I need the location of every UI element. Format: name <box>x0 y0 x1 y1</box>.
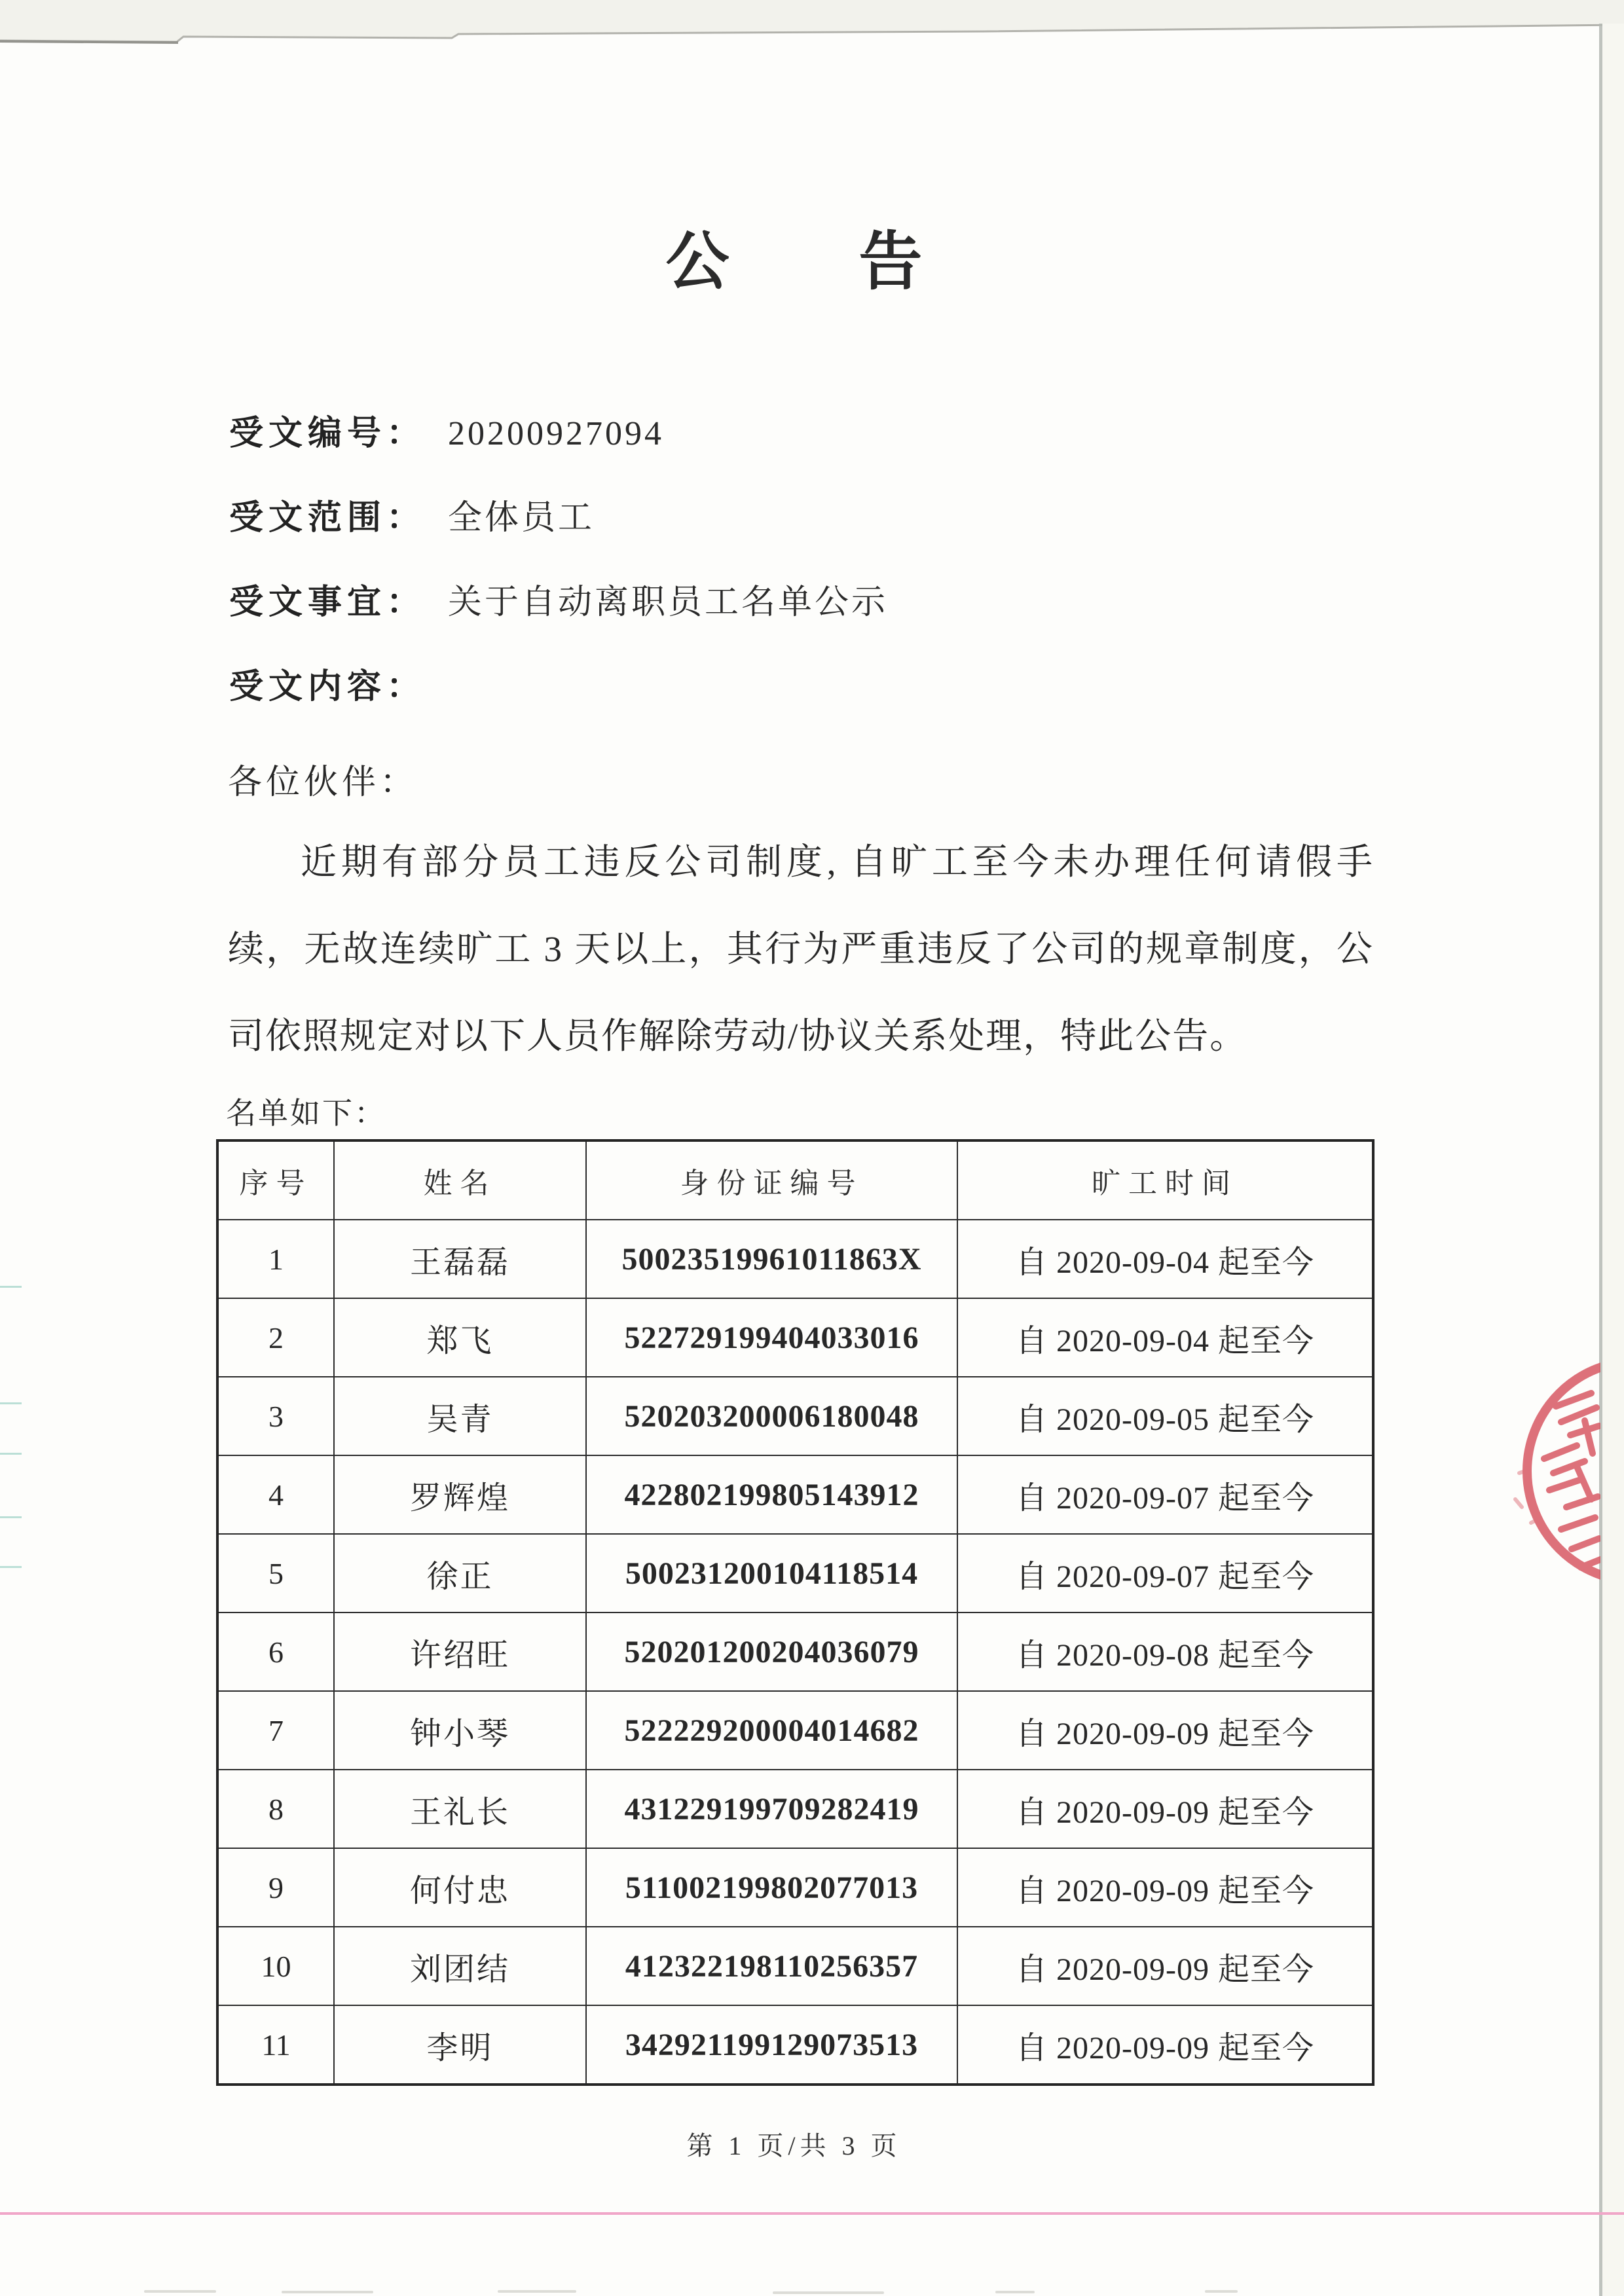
header-id-number: 身份证编号 <box>586 1140 957 1220</box>
table-row <box>217 1455 1373 1534</box>
cell-index: 1 <box>217 1220 334 1298</box>
table-row <box>217 2005 1373 2085</box>
document-field <box>229 498 1382 583</box>
scanner-pink-line <box>0 2212 1624 2215</box>
cell-absence-period: 自 2020-09-04 起至今 <box>957 1220 1373 1298</box>
ruled-line <box>0 1402 22 1404</box>
cell-id-number: 520203200006180048 <box>586 1377 957 1455</box>
cell-name: 李明 <box>334 2005 586 2085</box>
cell-id-number: 522229200004014682 <box>586 1691 957 1770</box>
paragraph-line: 近期有部分员工违反公司制度, 自旷工至今未办理任何请假手 <box>301 842 1374 882</box>
cell-index: 5 <box>217 1534 334 1613</box>
table-row <box>217 1377 1373 1455</box>
ruled-line <box>0 1566 22 1568</box>
cell-id-number: 50023519961011863X <box>586 1220 957 1298</box>
cell-absence-period: 自 2020-09-05 起至今 <box>957 1377 1373 1455</box>
field-list <box>229 414 1382 752</box>
field-value: 全体员工 <box>448 500 595 537</box>
header-absence-period: 旷工时间 <box>957 1140 1373 1220</box>
cell-name: 吴青 <box>334 1377 586 1455</box>
cell-name: 刘团结 <box>334 1927 586 2005</box>
cell-name: 罗辉煌 <box>334 1455 586 1534</box>
field-label: 受文事宜： <box>229 584 426 621</box>
table-row <box>217 1927 1373 2005</box>
document-title: 公 告 <box>665 227 955 297</box>
cell-id-number: 431229199709282419 <box>586 1770 957 1848</box>
cell-name: 钟小琴 <box>334 1691 586 1770</box>
cell-absence-period: 自 2020-09-09 起至今 <box>957 1770 1373 1848</box>
field-value: 20200927094 <box>448 415 665 452</box>
cell-index: 6 <box>217 1613 334 1691</box>
cell-absence-period: 自 2020-09-09 起至今 <box>957 1691 1373 1770</box>
ruled-line <box>0 1516 22 1518</box>
ruled-line <box>0 1453 22 1455</box>
cell-absence-period: 自 2020-09-08 起至今 <box>957 1613 1373 1691</box>
cell-id-number: 342921199129073513 <box>586 2005 957 2085</box>
cell-name: 王磊磊 <box>334 1220 586 1298</box>
scan-smudge <box>498 2290 576 2293</box>
cell-absence-period: 自 2020-09-09 起至今 <box>957 2005 1373 2085</box>
cell-absence-period: 自 2020-09-04 起至今 <box>957 1298 1373 1377</box>
table-row <box>217 1613 1373 1691</box>
background-sheet-strip <box>1602 24 1624 2296</box>
cell-id-number: 520201200204036079 <box>586 1613 957 1691</box>
cell-name: 徐正 <box>334 1534 586 1613</box>
table-row <box>217 1298 1373 1377</box>
cell-index: 9 <box>217 1848 334 1927</box>
field-value: 关于自动离职员工名单公示 <box>448 584 889 621</box>
cell-id-number: 511002199802077013 <box>586 1848 957 1927</box>
scan-smudge <box>995 2291 1035 2293</box>
cell-id-number: 412322198110256357 <box>586 1927 957 2005</box>
cell-index: 4 <box>217 1455 334 1534</box>
header-name: 姓名 <box>334 1140 586 1220</box>
cell-id-number: 500231200104118514 <box>586 1534 957 1613</box>
cell-name: 许绍旺 <box>334 1613 586 1691</box>
page-edge-line <box>1599 24 1602 2296</box>
paragraph-line: 续，无故连续旷工 3 天以上，其行为严重违反了公司的规章制度，公 <box>228 929 1374 969</box>
cell-id-number: 422802199805143912 <box>586 1455 957 1534</box>
table-body <box>217 1220 1373 2085</box>
scan-smudge <box>282 2291 373 2293</box>
cell-index: 2 <box>217 1298 334 1377</box>
table-row <box>217 1770 1373 1848</box>
dismissal-roster-table <box>216 1139 1375 2086</box>
page-indicator: 第 1 页/共 3 页 <box>686 2131 902 2160</box>
document-field <box>229 583 1382 667</box>
paragraph-line: 司依照规定对以下人员作解除劳动/协议关系处理，特此公告。 <box>228 1016 1247 1056</box>
salutation: 各位伙伴： <box>228 764 418 801</box>
scan-top-edge <box>0 0 1624 85</box>
cell-absence-period: 自 2020-09-09 起至今 <box>957 1848 1373 1927</box>
cell-absence-period: 自 2020-09-07 起至今 <box>957 1455 1373 1534</box>
table-row <box>217 1848 1373 1927</box>
document-field <box>229 414 1382 498</box>
table-row <box>217 1220 1373 1298</box>
cell-index: 8 <box>217 1770 334 1848</box>
table-row <box>217 1691 1373 1770</box>
cell-index: 3 <box>217 1377 334 1455</box>
field-label: 受文编号： <box>229 415 426 452</box>
scan-smudge <box>1205 2290 1238 2293</box>
field-label: 受文范围： <box>229 500 426 537</box>
cell-name: 郑飞 <box>334 1298 586 1377</box>
cell-id-number: 522729199404033016 <box>586 1298 957 1377</box>
cell-absence-period: 自 2020-09-07 起至今 <box>957 1534 1373 1613</box>
table-row <box>217 1534 1373 1613</box>
cell-name: 王礼长 <box>334 1770 586 1848</box>
field-label: 受文内容： <box>229 668 426 706</box>
table-header-row <box>217 1140 1373 1220</box>
cell-index: 10 <box>217 1927 334 2005</box>
cell-absence-period: 自 2020-09-09 起至今 <box>957 1927 1373 2005</box>
list-intro: 名单如下： <box>226 1097 386 1130</box>
ruled-line <box>0 1286 22 1288</box>
scan-smudge <box>144 2290 216 2293</box>
cell-name: 何付忠 <box>334 1848 586 1927</box>
cell-index: 7 <box>217 1691 334 1770</box>
document-field <box>229 667 1382 752</box>
body-paragraph <box>228 839 1374 1100</box>
header-index: 序号 <box>217 1140 334 1220</box>
cell-index: 11 <box>217 2005 334 2085</box>
scan-smudge <box>773 2291 884 2294</box>
red-seal-stamp <box>1493 1342 1600 1604</box>
